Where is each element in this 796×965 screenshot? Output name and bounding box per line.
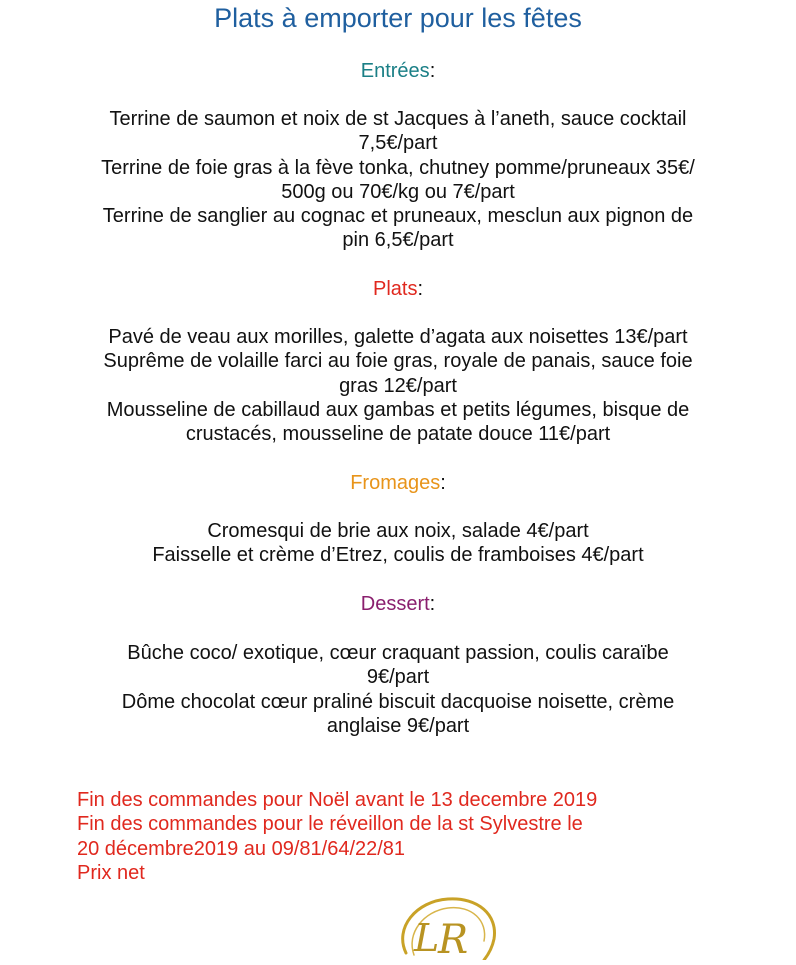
- logo-letter-l: L: [414, 916, 440, 960]
- menu-line: Cromesqui de brie aux noix, salade 4€/part: [207, 520, 589, 542]
- menu-line: anglaise 9€/part: [326, 714, 470, 737]
- section-heading-dessert: Dessert:: [360, 593, 436, 615]
- menu-line: Terrine de sanglier au cognac et pruneaux, mesclun aux pignon de: [102, 205, 694, 228]
- menu-line: 9€/part: [366, 666, 430, 689]
- menu-line: Bûche coco/ exotique, cœur craquant passion, coulis caraïbe: [127, 642, 669, 664]
- menu-line: 7,5€/part: [358, 132, 438, 155]
- section-items-fromages: [0, 519, 796, 568]
- menu-line: Suprême de volaille farci au foie gras, royale de panais, sauce foie: [103, 350, 693, 373]
- order-deadline-notice: [77, 788, 777, 885]
- section-heading-entrees: Entrées:: [360, 60, 436, 82]
- menu-line: Terrine de foie gras à la fève tonka, chutney pomme/pruneaux 35€/: [101, 156, 695, 179]
- menu-line: Pavé de veau aux morilles, galette d’agata aux noisettes 13€/part: [108, 326, 688, 348]
- menu-line: crustacés, mousseline de patate douce 11€/part: [185, 423, 611, 446]
- lr-monogram-logo: [386, 893, 504, 960]
- footer-line: Prix net: [77, 861, 145, 884]
- menu-line: Dôme chocolat cœur praliné biscuit dacquoise noisette, crème: [121, 690, 675, 713]
- footer-line: 20 décembre2019 au 09/81/64/22/81: [77, 837, 406, 860]
- section-heading-fromages: Fromages:: [350, 472, 446, 494]
- menu-line: gras 12€/part: [339, 374, 457, 397]
- menu-line: pin 6,5€/part: [342, 229, 454, 252]
- logo-svg: [386, 893, 504, 960]
- menu-line: 500g ou 70€/kg ou 7€/part: [281, 180, 515, 203]
- menu-line: Faisselle et crème d’Etrez, coulis de framboises 4€/part: [152, 544, 644, 567]
- logo-letter-r: R: [438, 917, 469, 960]
- menu-line: Mousseline de cabillaud aux gambas et petits légumes, bisque de: [106, 398, 690, 421]
- section-heading-plats: Plats:: [372, 278, 424, 300]
- section-items-dessert: [0, 641, 796, 738]
- footer-line: Fin des commandes pour Noël avant le 13 decembre 2019: [77, 789, 598, 811]
- section-items-entrees: [0, 107, 796, 253]
- section-items-plats: [0, 325, 796, 446]
- page-title: Plats à emporter pour les fêtes: [214, 3, 582, 33]
- footer-line: Fin des commandes pour le réveillon de la st Sylvestre le: [77, 813, 583, 836]
- menu-line: Terrine de saumon et noix de st Jacques à l’aneth, sauce cocktail: [109, 108, 687, 130]
